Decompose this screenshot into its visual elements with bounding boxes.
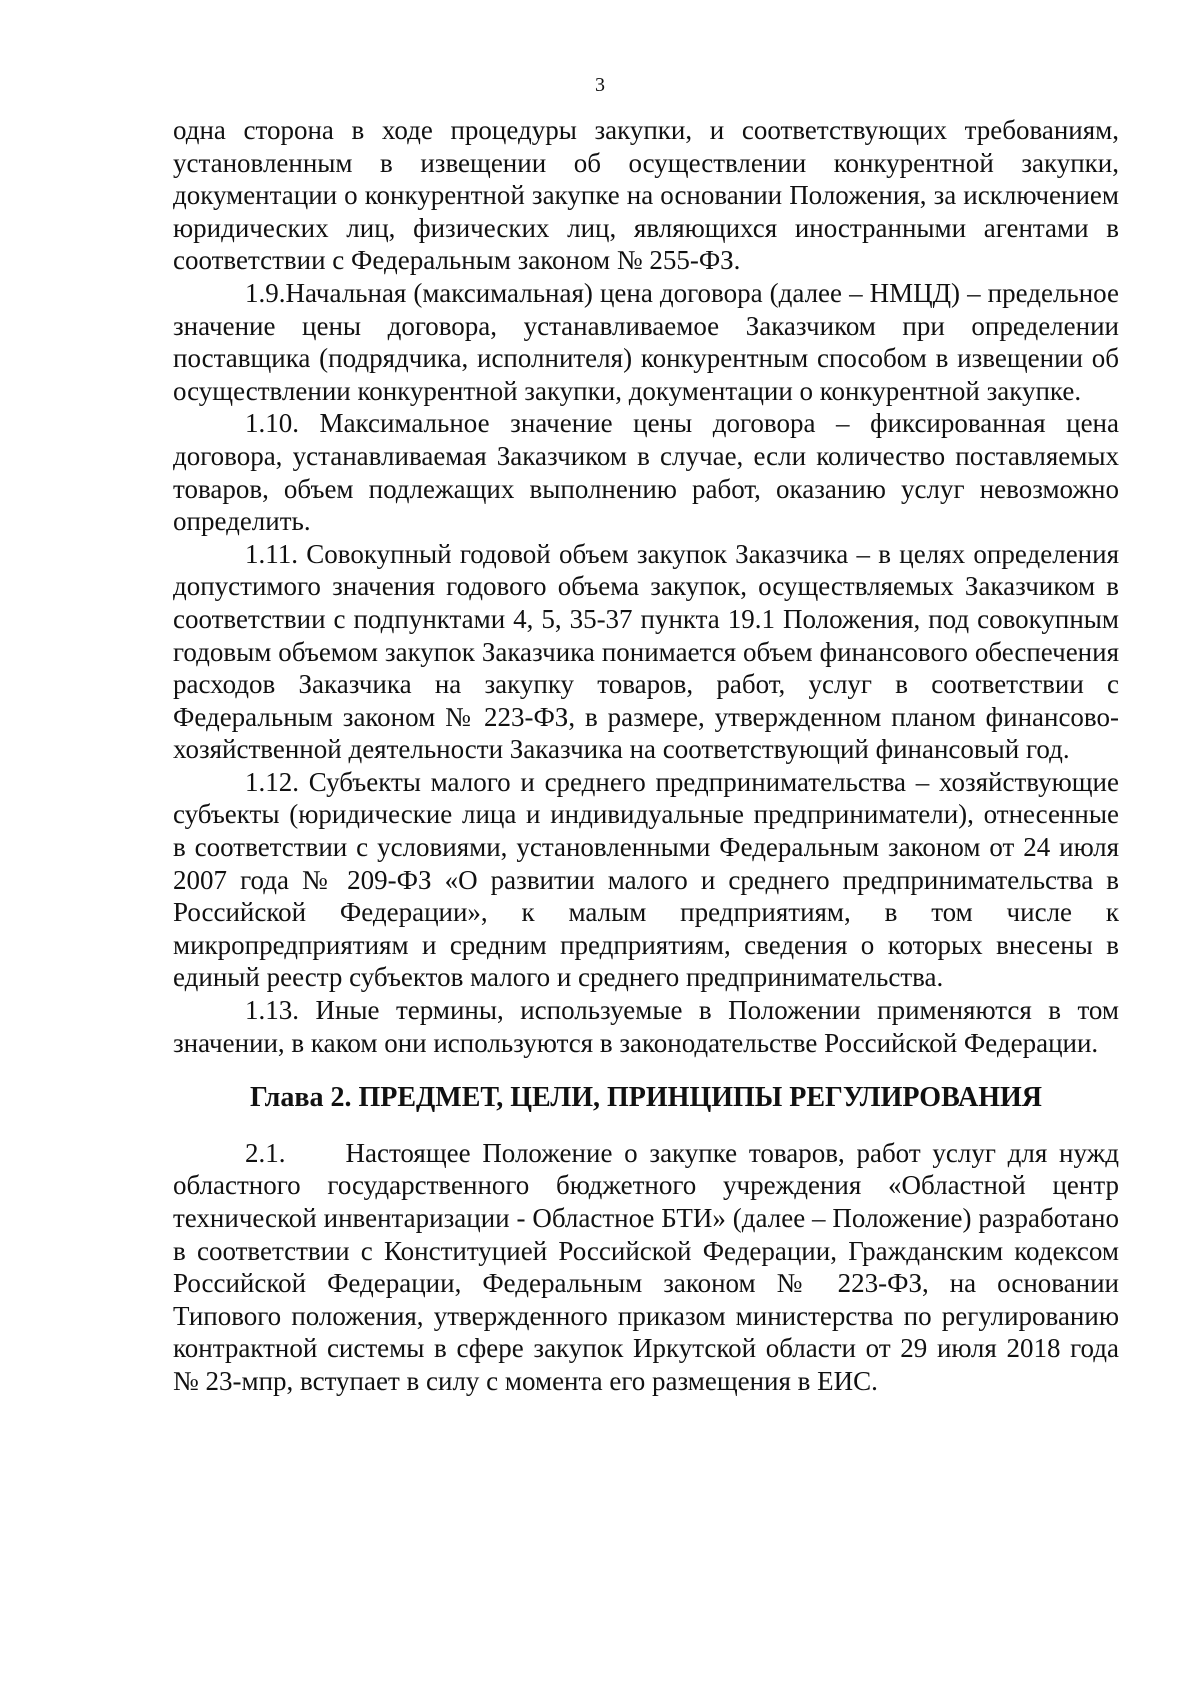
paragraph-1-13: 1.13. Иные термины, используемые в Положении применяются в том значении, в каком они используются в законодательстве Российской Федерации. [173,995,1119,1058]
paragraph-2-1-number: 2.1. [245,1137,286,1168]
document-body [173,114,1119,1398]
page-number: 3 [595,74,605,96]
paragraph-1-9: 1.9.Начальная (максимальная) цена договора (далее – НМЦД) – предельное значение цены договора, устанавливаемое Заказчиком при определении поставщика (подрядчика, исполнителя) конкурентным способом в извещении об осуществлении конкурентной закупки, документации о конкурентной закупке. [173,277,1119,406]
paragraph-1-11: 1.11. Совокупный годовой объем закупок Заказчика – в целях определения допустимого значения годового объема закупок, осуществляемых Заказчиком в соответствии с подпунктами 4, 5, 35-37 пункта 19.1 Положения, под совокупным годовым объемом закупок Заказчика понимается объем финансового обеспечения расходов Заказчика на закупку товаров, работ, услуг в соответствии с Федеральным законом № 223-ФЗ, в размере, утвержденном планом финансово-хозяйственной деятельности Заказчика на соответствующий финансовый год. [173,538,1119,765]
chapter-2-heading: Глава 2. ПРЕДМЕТ, ЦЕЛИ, ПРИНЦИПЫ РЕГУЛИРОВАНИЯ [249,1082,1042,1114]
paragraph-1-10: 1.10. Максимальное значение цены договора – фиксированная цена договора, устанавливаемая Заказчиком в случае, если количество поставляемых товаров, объем подлежащих выполнению работ, оказанию услуг невозможно определить. [173,408,1119,537]
paragraph-1-12: 1.12. Субъекты малого и среднего предпринимательства – хозяйствующие субъекты (юридические лица и индивидуальные предприниматели), отнесенные в соответствии с условиями, установленными Федеральным законом от 24 июля 2007 года № 209-ФЗ «О развитии малого и среднего предпринимательства в Российской Федерации», к малым предприятиям, в том числе к микропредприятиям и средним предприятиям, сведения о которых внесены в единый реестр субъектов малого и среднего предпринимательства. [173,766,1119,993]
paragraph-continuation: одна сторона в ходе процедуры закупки, и соответствующих требованиям, установленным в извещении об осуществлении конкурентной закупки, документации о конкурентной закупке на основании Положения, за исключением юридических лиц, физических лиц, являющихся иностранными агентами в соответствии с Федеральным законом № 255-ФЗ. [173,115,1119,276]
paragraph-2-1-text: Настоящее Положение о закупке товаров, работ услуг для нужд областного государственного бюджетного учреждения «Областной центр технической инвентаризации - Областное БТИ» (далее – Положение) разработано в соответствии с Конституцией Российской Федерации, Гражданским кодексом Российской Федерации, Федеральным законом № 223-ФЗ, на основании Типового положения, утвержденного приказом министерства по регулированию контрактной системы в сфере закупок Иркутской области от 29 июля 2018 года № 23-мпр, вступает в силу с момента его размещения в ЕИС. [173,1137,1119,1396]
paragraph-2-1 [173,1137,1119,1398]
